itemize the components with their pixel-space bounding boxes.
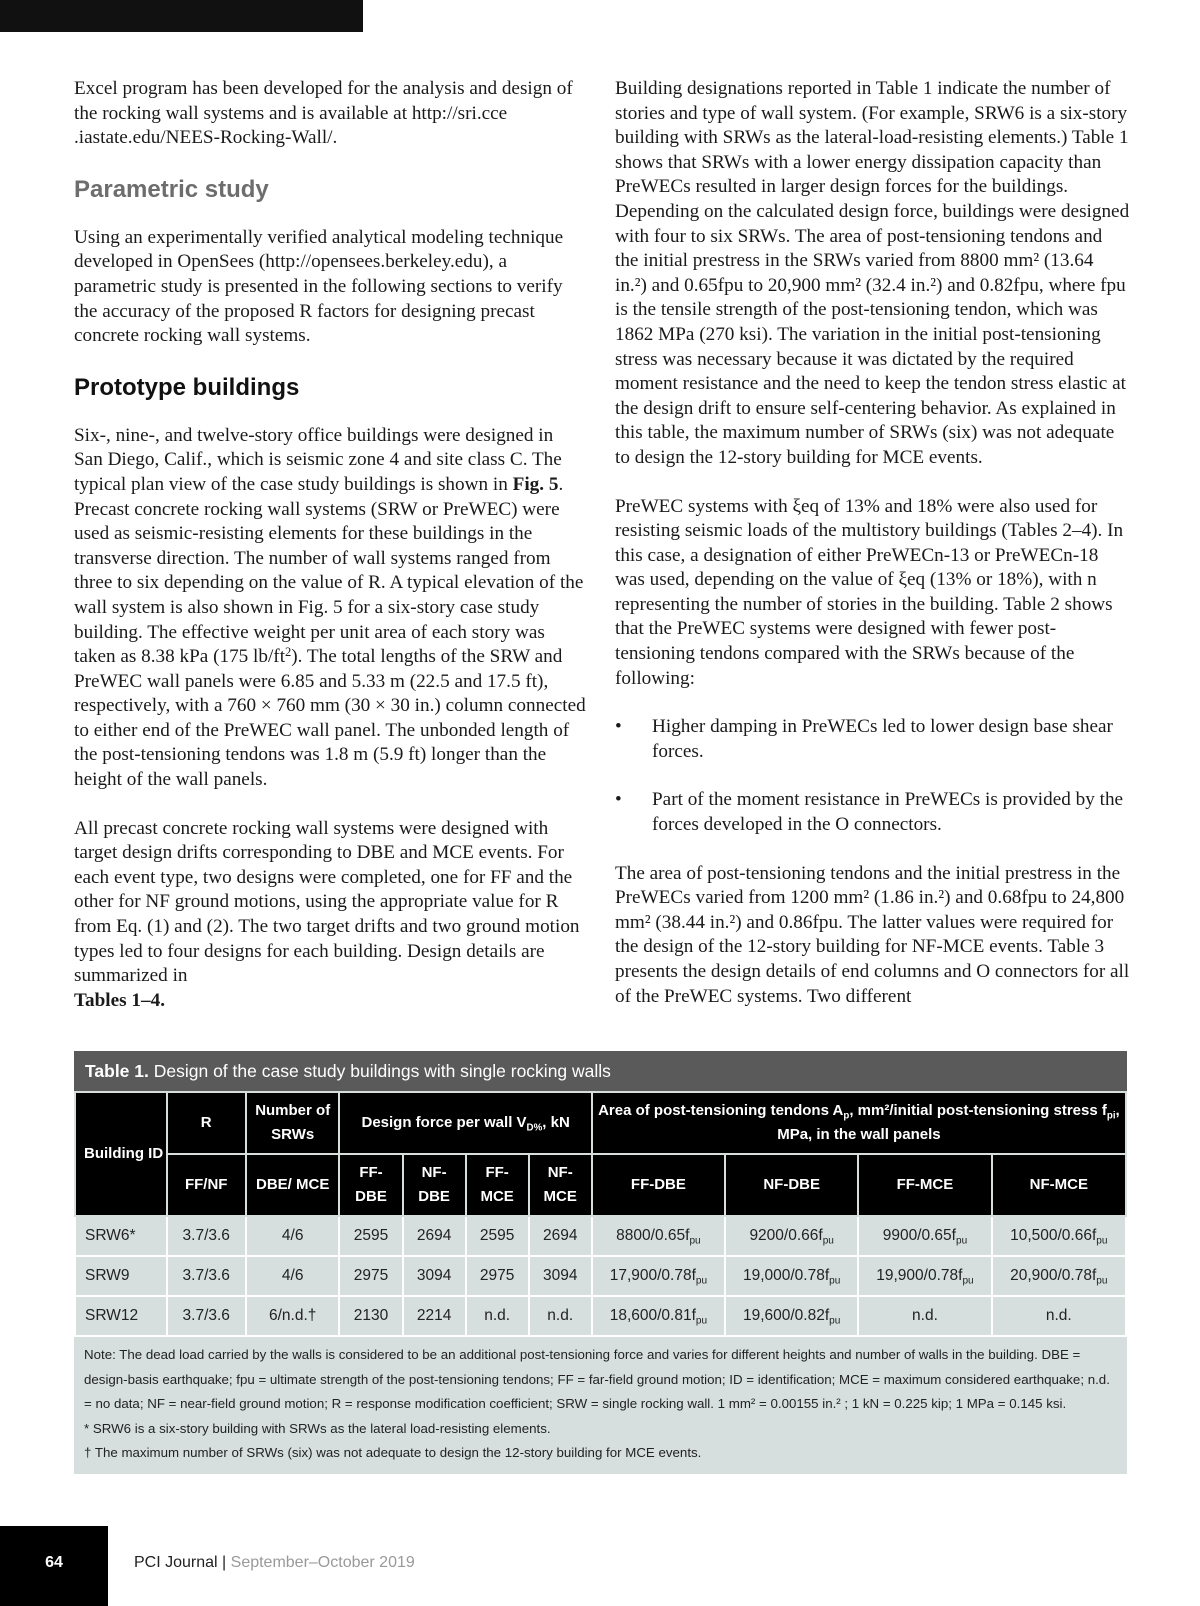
cell-a-nf-dbe	[725, 1256, 858, 1296]
table-notes	[74, 1337, 1127, 1474]
area-label-c: , MPa, in the wall panels	[777, 1102, 1120, 1143]
table-label: Table 1.	[85, 1061, 149, 1081]
left-column	[74, 77, 586, 1037]
bullet-item	[615, 715, 1130, 764]
journal-issue: September–October 2019	[230, 1554, 415, 1571]
table-row	[75, 1296, 1126, 1336]
bullet-text: Part of the moment resistance in PreWECs is provided by the forces developed in the O connectors.	[652, 789, 1124, 836]
prototype-text-a: Six-, nine-, and twelve-story office buildings were designed in San Diego, Calif., which is seismic zone 4 and site class C. The typical plan view of the case study buildings is shown in	[74, 424, 562, 495]
design-force-sub: D%	[526, 1122, 543, 1134]
col-nf-dbe: NF- DBE	[403, 1154, 466, 1216]
fig5-link[interactable]: Fig. 5	[512, 473, 559, 495]
cell-r: 3.7/3.6	[167, 1296, 246, 1336]
pu-sub: pu	[695, 1275, 708, 1287]
cell-r: 3.7/3.6	[167, 1256, 246, 1296]
cell-value: 19,000/0.78f	[742, 1267, 830, 1284]
tables-ref-link[interactable]: Tables 1–4.	[74, 989, 165, 1011]
cell-value: 9200/0.66f	[749, 1227, 823, 1244]
heading-prototype-buildings: Prototype buildings	[74, 373, 300, 401]
prototype-text-c: ). The total lengths of the SRW and PreWEC wall panels were 6.85 and 5.33 m (22.5 and 17.5 ft), respectively, with a 760 × 760 mm (30 × 30 in.) column connected to either end of the PreWEC wall panel. The unbonded length of the post-tensioning tendons was 1.8 m (5.9 ft) longer than the height of the wall panels.	[74, 646, 586, 791]
journal-name: PCI Journal	[134, 1554, 218, 1571]
cell-v-nf-dbe: 2214	[403, 1296, 466, 1336]
table-row	[75, 1216, 1126, 1256]
cell-id: SRW9	[75, 1256, 167, 1296]
table-grid	[74, 1091, 1127, 1337]
cell-v-nf-dbe: 2694	[403, 1216, 466, 1256]
cell-n: 4/6	[246, 1256, 340, 1296]
cell-v-nf-dbe: 3094	[403, 1256, 466, 1296]
col-r: R	[167, 1092, 246, 1154]
table-footnote-dagger: † The maximum number of SRWs (six) was not adequate to design the 12-story building for MCE events.	[84, 1445, 702, 1460]
area-sub-pi: pi	[1106, 1110, 1116, 1122]
page-number: 64	[45, 1554, 63, 1571]
cell-v-ff-dbe: 2130	[339, 1296, 402, 1336]
area-label-a: Area of post-tensioning tendons A	[598, 1102, 844, 1119]
header-black-bar	[0, 0, 363, 32]
sq-superscript: 2	[285, 644, 292, 659]
pu-sub: pu	[829, 1275, 841, 1287]
cell-v-ff-mce: 2975	[466, 1256, 529, 1296]
cell-a-ff-dbe	[592, 1216, 725, 1256]
col-ffnf: FF/NF	[167, 1154, 246, 1216]
cell-a-ff-mce	[858, 1216, 991, 1256]
pu-sub: pu	[822, 1235, 834, 1247]
cell-a-nf-mce	[992, 1216, 1126, 1256]
table-title	[74, 1051, 1127, 1091]
prototype-text-b: . Precast concrete rocking wall systems (SRW or PreWEC) were used as seismic-resisting elements for these buildings in the transverse direction. The number of wall systems ranged from three to six depending on the value of R. A typical elevation of the wall system is also shown in Fig. 5 for a six-story case study building. The effective weight per unit area of each story was taken as 8.38 kPa (175 lb/ft	[74, 473, 584, 668]
cell-value: 18,600/0.81f	[609, 1307, 696, 1324]
col-area-tendons	[592, 1092, 1126, 1154]
cell-value: 8800/0.65f	[616, 1227, 690, 1244]
table-1	[74, 1051, 1127, 1474]
designs-paragraph	[74, 817, 586, 1014]
bullet-marker: •	[615, 716, 622, 738]
col-dbemce: DBE/ MCE	[246, 1154, 340, 1216]
bullet-text: Higher damping in PreWECs led to lower design base shear forces.	[652, 716, 1113, 762]
area-paragraph: The area of post-tensioning tendons and the initial prestress in the PreWECs varied from 1200 mm² (1.86 in.²) and 0.68fpu to 24,800 mm² (38.44 in.²) and 0.86fpu. The latter values were required for the design of the 12-story building for NF-MCE events. Table 3 presents the design details of end columns and O connectors for all of the PreWEC systems. Two different	[615, 862, 1130, 1007]
cell-v-nf-mce: 2694	[529, 1216, 592, 1256]
cell-n: 4/6	[246, 1216, 340, 1256]
pu-sub: pu	[1096, 1275, 1108, 1287]
col-nf-mce: NF- MCE	[529, 1154, 592, 1216]
cell-v-ff-mce: 2595	[466, 1216, 529, 1256]
pu-sub: pu	[962, 1275, 974, 1287]
col-building-id: Building ID	[75, 1092, 167, 1216]
table-note: Note: The dead load carried by the walls is considered to be an additional post-tensioning force and varies for different heights and number of walls in the building. DBE = design-basis earthquake; fpu = ultimate strength of the post-tensioning tendons; FF = far-field ground motion; ID = identification; MCE = maximum considered earthquake; n.d. = no data; NF = near-field ground motion; R = response modification coefficient; SRW = single rocking wall. 1 mm² = 0.00155 in.² ; 1 kN = 0.225 kip; 1 MPa = 0.145 ksi.	[84, 1347, 1110, 1411]
pu-sub: pu	[695, 1315, 708, 1327]
bullet-item	[615, 788, 1130, 837]
cell-v-nf-mce: n.d.	[529, 1296, 592, 1336]
cell-n: 6/n.d.†	[246, 1296, 340, 1336]
intro-paragraph: Excel program has been developed for the analysis and design of the rocking wall systems and is available at http://sri.cce .iastate.edu/NEES-Rocking-Wall/.	[74, 78, 573, 149]
table-title-text: Design of the case study buildings with single rocking walls	[148, 1061, 611, 1081]
design-force-label: Design force per wall V	[361, 1114, 527, 1131]
designations-paragraph: Building designations reported in Table 1 indicate the number of stories and type of wall system. (For example, SRW6 is a six-story building with SRWs as the lateral-load-resisting elements.) Table 1 shows that SRWs with a lower energy dissipation capacity than PreWECs resulted in larger design forces for the buildings. Depending on the calculated design force, buildings were designed with four to six SRWs. The area of post-tensioning tendons and the initial prestress in the SRWs varied from 8800 mm² (13.64 in.²) and 0.65fpu to 20,900 mm² (32.4 in.²) and 0.82fpu, where fpu is the tensile strength of the post-tensioning tendon, which was 1862 MPa (270 ksi). The variation in the initial post-tensioning stress was necessary because it was dictated by the required moment resistance and the need to keep the tendon stress elastic at the design drift to ensure self-centering behavior. As explained in this table, the maximum number of SRWs (six) was not adequate to design the 12-story building for MCE events.	[615, 78, 1130, 468]
table-footnote-asterisk: * SRW6 is a six-story building with SRWs as the lateral load-resisting elements.	[84, 1420, 551, 1436]
cell-a-nf-dbe	[725, 1216, 858, 1256]
cell-r: 3.7/3.6	[167, 1216, 246, 1256]
area-label-b: , mm²/initial post-tensioning stress f	[849, 1102, 1107, 1119]
area-sub-p: p	[843, 1110, 850, 1122]
cell-v-ff-mce: n.d.	[466, 1296, 529, 1336]
bullet-marker: •	[615, 789, 622, 811]
col-area-ff-mce: FF-MCE	[858, 1154, 991, 1216]
footer-separator: |	[217, 1554, 231, 1571]
cell-a-nf-mce	[992, 1256, 1126, 1296]
cell-a-ff-mce: n.d.	[858, 1296, 991, 1336]
col-design-force	[339, 1092, 591, 1154]
cell-value: 10,500/0.66f	[1010, 1227, 1097, 1244]
cell-id: SRW6*	[75, 1216, 167, 1256]
cell-value: 19,600/0.82f	[742, 1307, 830, 1324]
cell-a-ff-dbe	[592, 1296, 725, 1336]
prewec-paragraph: PreWEC systems with ξeq of 13% and 18% were also used for resisting seismic loads of the multistory buildings (Tables 2–4). In this case, a designation of either PreWECn-13 or PreWECn-18 was used, depending on the value of ξeq (13% or 18%), with n representing the number of stories in the building. Table 2 shows that the PreWEC systems were designed with fewer post-tensioning tendons compared with the SRWs because of the following:	[615, 495, 1124, 689]
design-force-unit: , kN	[542, 1114, 570, 1131]
parametric-paragraph: Using an experimentally verified analytical modeling technique developed in OpenSees (http://opensees.berkeley.edu), a parametric study is presented in the following sections to verify the accuracy of the proposed R factors for designing precast concrete rocking wall systems.	[74, 226, 564, 347]
cell-value: 9900/0.65f	[882, 1227, 956, 1244]
cell-v-ff-dbe: 2595	[339, 1216, 402, 1256]
col-area-ff-dbe: FF-DBE	[592, 1154, 725, 1216]
cell-id: SRW12	[75, 1296, 167, 1336]
designs-text: All precast concrete rocking wall systems were designed with target design drifts corresponding to DBE and MCE events. For each event type, two designs were completed, one for FF and the other for NF ground motions, using the appropriate value for R from Eq. (1) and (2). The two target drifts and two ground motion types led to four designs for each building. Design details are summarized in	[74, 817, 580, 987]
col-ff-mce: FF- MCE	[466, 1154, 529, 1216]
col-area-nf-dbe: NF-DBE	[725, 1154, 858, 1216]
table-row	[75, 1256, 1126, 1296]
pu-sub: pu	[829, 1315, 841, 1327]
cell-v-ff-dbe: 2975	[339, 1256, 402, 1296]
right-column	[615, 77, 1130, 1033]
col-ff-dbe: FF- DBE	[339, 1154, 402, 1216]
cell-v-nf-mce: 3094	[529, 1256, 592, 1296]
cell-a-nf-dbe	[725, 1296, 858, 1336]
cell-a-ff-mce	[858, 1256, 991, 1296]
pu-sub: pu	[689, 1235, 701, 1247]
pu-sub: pu	[1096, 1235, 1108, 1247]
cell-value: 19,900/0.78f	[876, 1267, 963, 1284]
cell-a-ff-dbe	[592, 1256, 725, 1296]
prototype-paragraph	[74, 424, 586, 793]
pu-sub: pu	[955, 1235, 968, 1247]
cell-a-nf-mce: n.d.	[992, 1296, 1126, 1336]
col-area-nf-mce: NF-MCE	[992, 1154, 1126, 1216]
cell-value: 20,900/0.78f	[1010, 1267, 1097, 1284]
heading-parametric-study: Parametric study	[74, 175, 269, 203]
cell-value: 17,900/0.78f	[609, 1267, 696, 1284]
col-number-srws: Number of SRWs	[246, 1092, 340, 1154]
footer-journal	[134, 1554, 415, 1572]
